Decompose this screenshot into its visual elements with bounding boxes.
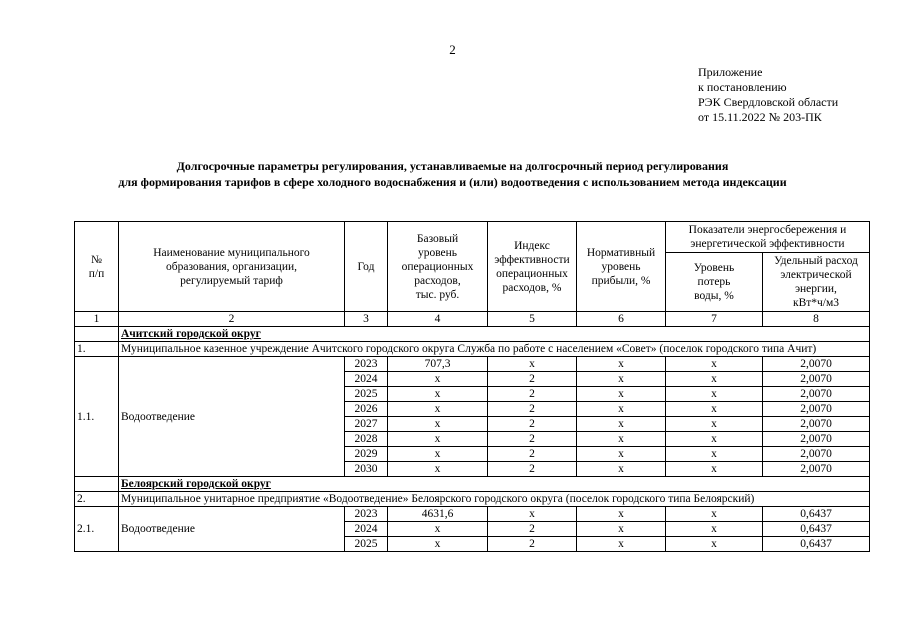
appendix-note: [698, 65, 838, 125]
cell-base: х: [388, 447, 488, 462]
title-line: Долгосрочные параметры регулирования, устанавливаемые на долгосрочный период регулирования: [176, 159, 729, 173]
title-line: для формирования тарифов в сфере холодного водоснабжения и (или) водоотведения с использованием метода индексации: [118, 175, 787, 189]
district-row: [75, 327, 870, 342]
cell-profit: х: [577, 402, 666, 417]
cell-profit: х: [577, 387, 666, 402]
cell-energy: 2,0070: [763, 372, 870, 387]
cell-year: 2027: [345, 417, 388, 432]
cell-losses: х: [666, 462, 763, 477]
column-number: 1: [75, 312, 119, 327]
cell-base: 707,3: [388, 357, 488, 372]
cell-losses: х: [666, 402, 763, 417]
cell-profit: х: [577, 537, 666, 552]
appendix-line: к постановлению: [698, 80, 787, 94]
cell-profit: х: [577, 357, 666, 372]
org-name: Муниципальное унитарное предприятие «Водоотведение» Белоярского городского округа (поселок городского типа Белоярский): [119, 492, 870, 507]
district-name: Белоярский городской округ: [119, 477, 870, 492]
cell-profit: х: [577, 417, 666, 432]
cell-losses: х: [666, 447, 763, 462]
cell-index: 2: [488, 387, 577, 402]
header-energy-group: Показатели энергосбережения и энергетической эффективности: [666, 222, 870, 253]
cell-index: 2: [488, 522, 577, 537]
cell-losses: х: [666, 357, 763, 372]
cell-losses: х: [666, 387, 763, 402]
column-number: 4: [388, 312, 488, 327]
document-title: [0, 158, 905, 190]
cell-index: 2: [488, 537, 577, 552]
header-num: № п/п: [75, 222, 119, 312]
cell-profit: х: [577, 372, 666, 387]
cell-index: 2: [488, 402, 577, 417]
organization-row: [75, 492, 870, 507]
cell-year: 2023: [345, 357, 388, 372]
tariff-number: 1.1.: [75, 357, 119, 477]
cell-year: 2028: [345, 432, 388, 447]
header-water-losses: Уровень потерь воды, %: [666, 253, 763, 312]
cell-base: х: [388, 402, 488, 417]
header-efficiency-index: Индекс эффективности операционных расходов, %: [488, 222, 577, 312]
tariff-name: Водоотведение: [119, 357, 345, 477]
org-name: Муниципальное казенное учреждение Ачитского городского округа Служба по работе с населением «Совет» (поселок городского типа Ачит): [119, 342, 870, 357]
cell-energy: 2,0070: [763, 417, 870, 432]
header-base-level: Базовый уровень операционных расходов, тыс. руб.: [388, 222, 488, 312]
cell-profit: х: [577, 522, 666, 537]
cell-base: х: [388, 432, 488, 447]
column-number: 5: [488, 312, 577, 327]
cell-year: 2024: [345, 372, 388, 387]
column-number: 6: [577, 312, 666, 327]
cell-energy: 0,6437: [763, 537, 870, 552]
cell-losses: х: [666, 507, 763, 522]
table-row: [75, 357, 870, 372]
cell-base: х: [388, 372, 488, 387]
tariff-name: Водоотведение: [119, 507, 345, 552]
org-number: 2.: [75, 492, 119, 507]
district-name: Ачитский городской округ: [119, 327, 870, 342]
cell-index: 2: [488, 447, 577, 462]
tariff-number: 2.1.: [75, 507, 119, 552]
cell-base: х: [388, 522, 488, 537]
cell-energy: 2,0070: [763, 357, 870, 372]
cell-year: 2025: [345, 537, 388, 552]
header-year: Год: [345, 222, 388, 312]
column-number-row: [75, 312, 870, 327]
appendix-line: РЭК Свердловской области: [698, 95, 839, 109]
cell-losses: х: [666, 522, 763, 537]
header-name: Наименование муниципального образования, организации, регулируемый тариф: [119, 222, 345, 312]
cell-base: х: [388, 417, 488, 432]
cell-losses: х: [666, 372, 763, 387]
column-number: 2: [119, 312, 345, 327]
cell-profit: х: [577, 447, 666, 462]
appendix-line: от 15.11.2022 № 203-ПК: [698, 110, 822, 124]
cell-profit: х: [577, 507, 666, 522]
cell-year: 2024: [345, 522, 388, 537]
cell-energy: 2,0070: [763, 387, 870, 402]
cell-energy: 2,0070: [763, 432, 870, 447]
appendix-line: Приложение: [698, 65, 763, 79]
organization-row: [75, 342, 870, 357]
column-number: 8: [763, 312, 870, 327]
cell-index: 2: [488, 432, 577, 447]
header-specific-energy: Удельный расход электрической энергии, кВт*ч/м3: [763, 253, 870, 312]
cell-year: 2030: [345, 462, 388, 477]
cell-profit: х: [577, 462, 666, 477]
cell-base: х: [388, 462, 488, 477]
cell-year: 2029: [345, 447, 388, 462]
cell-year: 2023: [345, 507, 388, 522]
cell-profit: х: [577, 432, 666, 447]
column-number: 7: [666, 312, 763, 327]
cell-energy: 2,0070: [763, 447, 870, 462]
cell-base: 4631,6: [388, 507, 488, 522]
cell-index: 2: [488, 462, 577, 477]
org-number: 1.: [75, 342, 119, 357]
header-profit: Нормативный уровень прибыли, %: [577, 222, 666, 312]
cell-year: 2025: [345, 387, 388, 402]
cell-energy: 2,0070: [763, 462, 870, 477]
page-number: 2: [449, 42, 456, 57]
parameters-table: [74, 221, 870, 552]
cell-index: х: [488, 507, 577, 522]
cell-losses: х: [666, 537, 763, 552]
cell-index: 2: [488, 417, 577, 432]
cell-losses: х: [666, 432, 763, 447]
cell-index: 2: [488, 372, 577, 387]
cell-year: 2026: [345, 402, 388, 417]
cell-base: х: [388, 387, 488, 402]
district-row: [75, 477, 870, 492]
cell-energy: 0,6437: [763, 507, 870, 522]
column-number: 3: [345, 312, 388, 327]
table-row: [75, 507, 870, 522]
cell-losses: х: [666, 417, 763, 432]
cell-energy: 2,0070: [763, 402, 870, 417]
cell-base: х: [388, 537, 488, 552]
cell-index: х: [488, 357, 577, 372]
cell-energy: 0,6437: [763, 522, 870, 537]
